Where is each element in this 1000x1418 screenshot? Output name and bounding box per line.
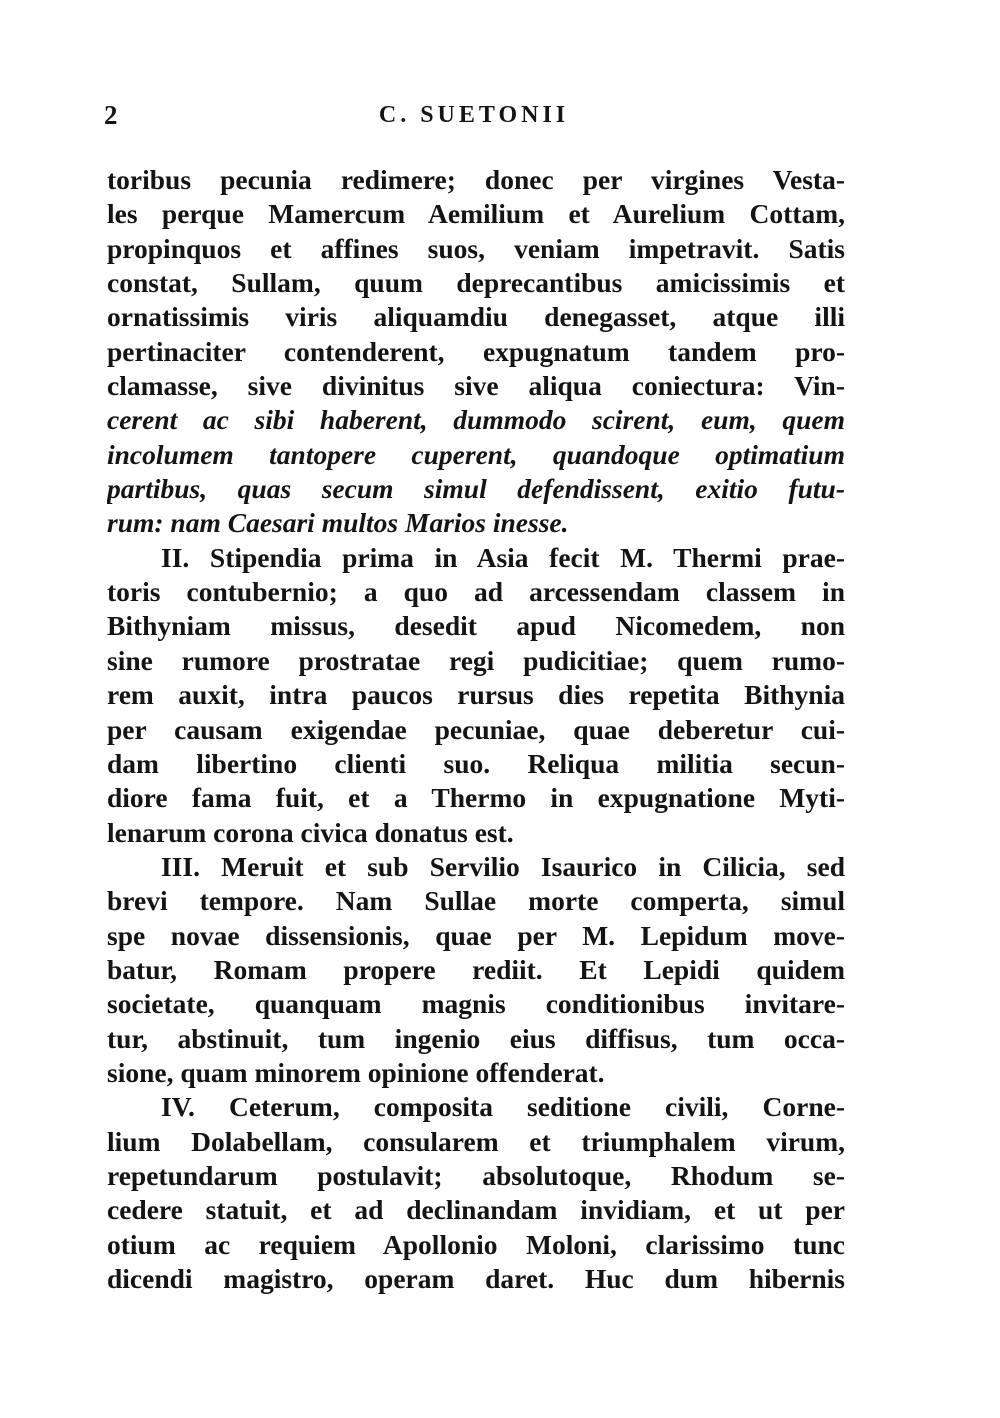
text-line: societate, quanquam magnis conditionibus invitare- <box>107 988 845 1020</box>
text-line: clamasse, sive divinitus sive aliqua coniectura: Vin- <box>107 370 845 402</box>
text-line: dicendi magistro, operam daret. Huc dum hibernis <box>107 1263 845 1294</box>
text-line: per causam exigendae pecuniae, quae deberetur cui- <box>107 713 845 745</box>
text-line: brevi tempore. Nam Sullae morte comperta, simul <box>107 885 845 917</box>
running-title: C. SUETONII <box>378 102 570 128</box>
body-text <box>107 163 845 1296</box>
text-line: batur, Romam propere rediit. Et Lepidi quidem <box>107 953 845 985</box>
text-line: spe novae dissensionis, quae per M. Lepidum move- <box>107 919 845 951</box>
text-line: rum: nam Caesari multos Marios inesse. <box>107 507 569 539</box>
text-line: lium Dolabellam, consularem et triumphalem virum, <box>107 1125 845 1157</box>
text-line: diore fama fuit, et a Thermo in expugnatione Myti- <box>107 782 845 814</box>
text-line: lenarum corona civica donatus est. <box>107 816 514 848</box>
text-line: dam libertino clienti suo. Reliqua militia secun- <box>107 747 845 779</box>
text-line: II. Stipendia prima in Asia fecit M. Thermi prae- <box>161 541 845 573</box>
text-line: propinquos et affines suos, veniam impetravit. Satis <box>107 232 845 264</box>
text-line: Bithyniam missus, desedit apud Nicomedem, non <box>107 610 845 642</box>
page-number: 2 <box>104 100 118 130</box>
text-line: toris contubernio; a quo ad arcessendam classem in <box>107 576 845 608</box>
text-line: sine rumore prostratae regi pudicitiae; quem rumo- <box>107 644 845 676</box>
page-header <box>104 100 844 140</box>
text-line: ornatissimis viris aliquamdiu denegasset, atque illi <box>107 301 845 333</box>
text-line: repetundarum postulavit; absolutoque, Rhodum se- <box>107 1159 845 1191</box>
text-line: rem auxit, intra paucos rursus dies repetita Bithynia <box>107 679 845 711</box>
text-line: pertinaciter contenderent, expugnatum tandem pro- <box>107 335 845 367</box>
text-line: III. Meruit et sub Servilio Isaurico in Cilicia, sed <box>161 850 845 882</box>
text-line: sione, quam minorem opinione offenderat. <box>107 1056 605 1088</box>
text-line: les perque Mamercum Aemilium et Aurelium Cottam, <box>107 198 845 230</box>
text-line: tur, abstinuit, tum ingenio eius diffisus, tum occa- <box>107 1022 845 1054</box>
text-line: IV. Ceterum, composita seditione civili, Corne- <box>161 1091 845 1123</box>
text-line: toribus pecunia redimere; donec per virgines Vesta- <box>107 164 845 195</box>
text-line: cerent ac sibi haberent, dummodo scirent, eum, quem <box>107 404 845 436</box>
text-line: constat, Sullam, quum deprecantibus amicissimis et <box>107 267 845 299</box>
text-line: cedere statuit, et ad declinandam invidiam, et ut per <box>107 1194 845 1226</box>
text-line: otium ac requiem Apollonio Moloni, clarissimo tunc <box>107 1228 845 1260</box>
text-line: partibus, quas secum simul defendissent, exitio futu- <box>107 473 845 505</box>
text-line: incolumem tantopere cuperent, quandoque optimatium <box>107 438 845 470</box>
